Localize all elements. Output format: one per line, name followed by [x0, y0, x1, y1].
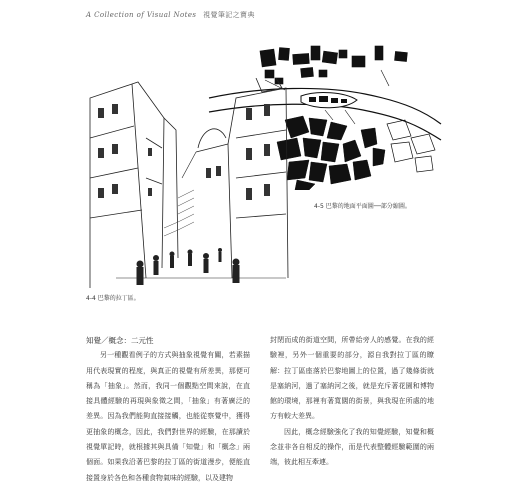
body-paragraph-1-continued: 封閉而成的街道空間，所帶給旁人的感覺。在我的經驗裡，另外一個重要的部分，源自我對拉丁區的瞭解：拉丁區座落於巴黎地圖上的位置，過了幾條街就是塞納河，過了塞納河之後，就是充斥著花園和博物館的環境，那裡有著寬闊的街景，與我現在所處的地方有較大差異。: [270, 336, 434, 421]
body-paragraph-1: 另一種觀看例子的方式與抽象視覺有關，若素描用代表現實的程度，與真正的視覺有所差異，那便可稱為「抽象」。然而，我同一個觀點空間來說，在直接具體經驗的再現與象徵之間，「抽象」有著廣泛的差異。因為我們能夠直接接觸，也能從察覺中，獲得更抽象的概念，因此，我們對世界的經驗，在那讀於視覺單記時，就根據其與具備「知覺」和「概念」兩個面。如果我沿著巴黎的拉丁區的街道漫步，便能直接置身於各色和各種食物氣味的經驗，以及建物: [86, 351, 250, 482]
section-subheading: 知覺／概念：二元性: [86, 336, 154, 345]
text-column-right: [270, 333, 434, 471]
running-header: [86, 10, 255, 20]
text-column-left: [86, 333, 250, 486]
series-title-zh: 視覺筆記之寶典: [203, 11, 255, 19]
latin-quarter-street-sketch: [86, 78, 292, 288]
series-title-en: A Collection of Visual Notes: [86, 11, 197, 19]
map-figure-caption: 4-5 巴黎的地面平面圖──部分縮圖。: [314, 203, 411, 210]
street-figure-caption: 4-4 巴黎的拉丁區。: [86, 295, 140, 302]
body-paragraph-2: 因此，概念經驗強化了我的知覺經驗，知覺和概念並非各自相反的操作，而是代表整體經驗範圍的兩端，彼此相互牽連。: [270, 427, 434, 467]
